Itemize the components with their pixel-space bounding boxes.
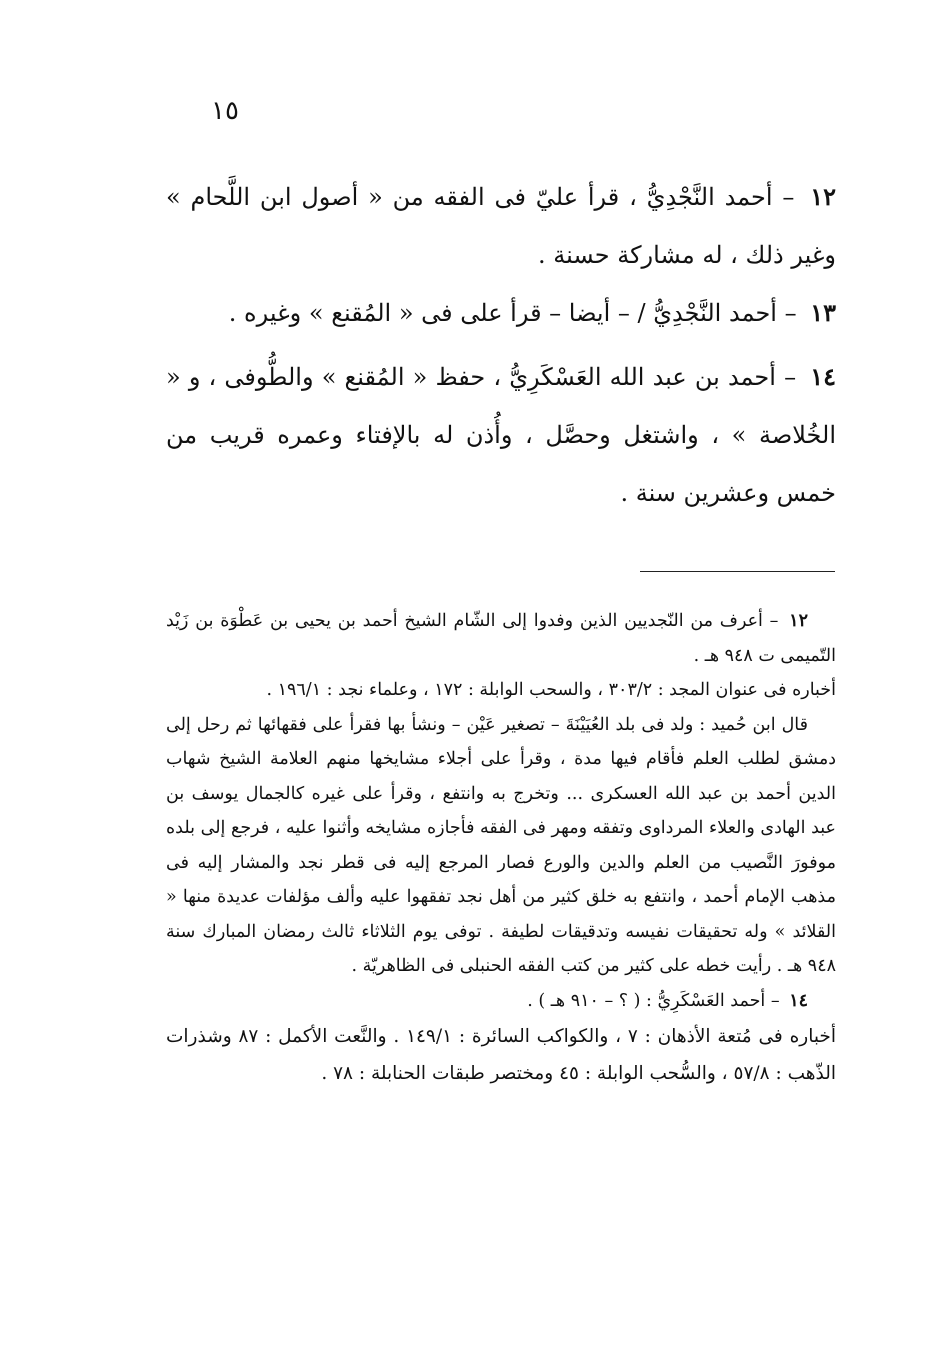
entry-text: – أحمد بن عبد الله العَسْكَرِيُّ ، حفظ « المُقنع » والطُّوفى ، و « الخُلاصة » ، واشتغل وحصَّل ، وأُذن له بالإفتاء وعمره قريب من خمس وعشرين سنة .: [166, 363, 836, 507]
footnote-text: – أحمد العَسْكَرِيُّ : ( ؟ – ٩١٠ هـ ) .: [527, 990, 780, 1011]
entry-text: – أحمد النَّجْدِيُّ ، قرأ عليّ فى الفقه من « أصول ابن اللَّحام » وغير ذلك ، له مشاركة حسنة .: [166, 183, 836, 269]
footnote-text: قال ابن حُميد : ولد فى بلد العُيَيْنَةَ – تصغير عَيْن – ونشأ بها فقرأ على فقهائها ثم رحل إلى دمشق لطلب العلم فأقام فيها مدة ، وقرأ على أجلاء مشايخها منهم العلامة الشيخ شهاب الدين أحمد بن عبد الله العسكرى ... وتخرج به وانتفع ، وقرأ على غيره كالجمال يوسف بن عبد الهادى والعلاء المرداوى وتفقه ومهر فى الفقه فأجازه مشايخه وأثنوا عليه ، فرجع إلى بلده موفورَ النَّصيب من العلم والدين والورع فصار المرجع إليه فى قطر نجد والمشار إليه فى مذهب الإمام أحمد ، وانتفع به خلق كثير من أهل نجد تفقهوا عليه وألف مؤلفات عديدة منها « القلائد » وله تحقيقات نفيسه وتدقيقات لطيفة . توفى يوم الثلاثاء ثالث رمضان المبارك سنة ٩٤٨ هـ . رأيت خطه على كثير من كتب الفقه الحنبلى فى الظاهريّة .: [166, 714, 836, 976]
footnote-12-biography: [166, 708, 836, 984]
entry-number: ١٤: [810, 362, 836, 391]
footnote-text: – أعرف من النّجديين الذين وفدوا إلى الشّام الشيخ أحمد بن يحيى بن عَطْوَة بن زَيْد التّميمى ت ٩٤٨ هـ .: [166, 611, 836, 666]
footnotes: [166, 604, 836, 1092]
entry-number: ١٢: [810, 182, 836, 211]
page-number: ١٥: [211, 96, 239, 126]
entry-12: [166, 168, 836, 284]
footnote-14-sources: [166, 1018, 836, 1092]
footnote-12: [166, 604, 836, 673]
entry-14: [166, 348, 836, 522]
footnote-number: ١٤: [789, 990, 808, 1011]
entry-number: ١٣: [810, 298, 836, 327]
footnote-14: [166, 984, 836, 1019]
footnote-12-sources: [166, 673, 836, 708]
main-entries: [166, 168, 836, 522]
footnote-text: أخباره فى عنوان المجد : ٣٠٣/٢ ، والسحب الوابلة : ١٧٢ ، وعلماء نجد : ١٩٦/١ .: [266, 680, 836, 700]
entry-text: – أحمد النَّجْدِيُّ / – أيضا – قرأ على فى « المُقنع » وغيره .: [228, 299, 797, 327]
footnote-separator: [640, 571, 835, 572]
footnote-text: أخباره فى مُتعة الأذهان : ٧ ، والكواكب السائرة : ١٤٩/١ . والنَّعت الأكمل : ٨٧ وشذرات الذّهب : ٥٧/٨ ، والسُّحب الوابلة : ٤٥ ومختصر طبقات الحنابلة : ٧٨ .: [166, 1026, 836, 1084]
entry-13: [166, 284, 836, 342]
footnote-number: ١٢: [789, 611, 808, 631]
